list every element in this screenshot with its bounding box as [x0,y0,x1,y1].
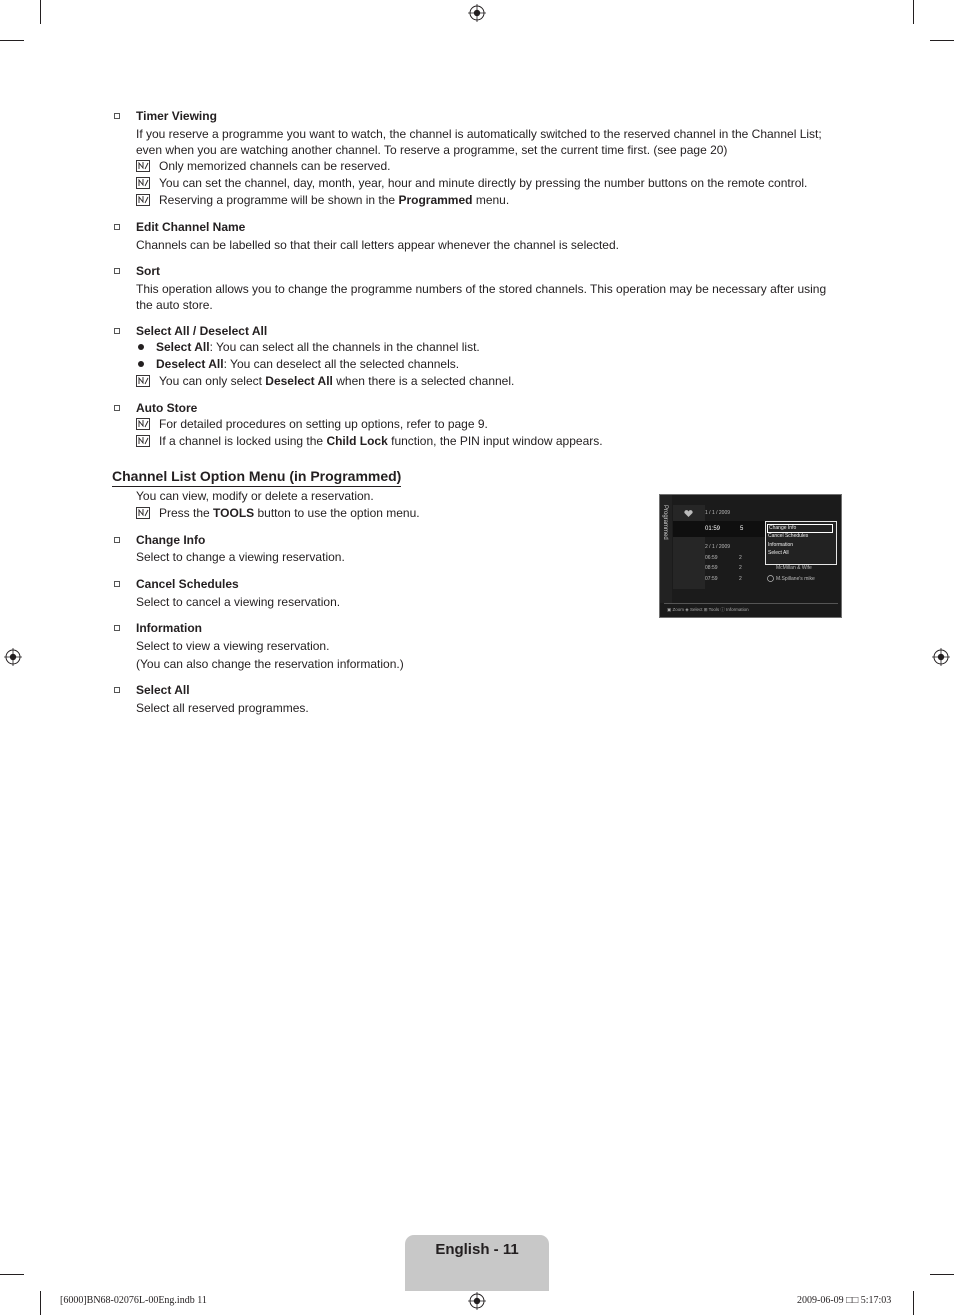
bullet-dot-icon [138,344,144,350]
crop-mark [930,1274,954,1275]
section-bullet-icon [114,687,120,693]
section-title-select-all-deselect-all: Select All / Deselect All [136,324,268,338]
crop-mark [913,0,914,24]
crop-mark [913,1291,914,1315]
tv-menu-item-information: Information [768,542,794,548]
section-title-information: Information [136,621,202,635]
bullet-bold: Select All [156,340,210,354]
note-line [136,374,514,389]
bullet-text: : You can select all the channels in the channel list. [209,340,480,354]
section-bullet-icon [114,625,120,631]
tv-side-label: Programmed [662,505,668,540]
tv-row-channel: 2 [739,576,742,582]
section-title-change-info: Change Info [136,533,206,547]
crop-mark [930,40,954,41]
section-title-cancel-schedules: Cancel Schedules [136,577,239,591]
section-bullet-icon [114,113,120,119]
section-body-sort: This operation allows you to change the programme numbers of the stored channels. This operation may be necessary after using the auto store. [136,282,827,312]
section-body-edit-channel-name: Channels can be labelled so that their call letters appear whenever the channel is selected. [136,238,619,252]
tv-row-title: McMillan & Wife [776,565,812,571]
note-text: function, the PIN input window appears. [387,434,603,448]
note-line [136,506,420,521]
heart-icon [684,510,693,517]
note-line [136,417,488,432]
tv-date-2: 2 / 1 / 2009 [705,544,731,550]
note-text: menu. [472,193,510,207]
clock-icon [767,575,774,582]
section-body-cancel-schedules: Select to cancel a viewing reservation. [136,595,341,609]
section-title-sort: Sort [136,264,160,278]
note-text: For detailed procedures on setting up options, refer to page 9. [159,417,488,431]
tv-menu-item-cancel-schedules: Cancel Schedules [768,533,809,539]
note-icon [136,177,150,189]
note-line [136,193,509,208]
note-icon [136,375,150,387]
note-text: Only memorized channels can be reserved. [159,159,391,173]
note-text: You can set the channel, day, month, year, hour and minute directly by pressing the number buttons on the remote control. [159,176,808,190]
note-bold: Child Lock [326,434,388,448]
section-bullet-icon [114,224,120,230]
registration-mark-icon [468,4,486,22]
bullet-text: : You can deselect all the selected channels. [223,357,460,371]
tv-menu-item-select-all: Select All [768,550,789,556]
section-heading: Channel List Option Menu (in Programmed) [112,467,401,487]
crop-mark [0,40,24,41]
note-bold: TOOLS [213,506,255,520]
section-title-select-all: Select All [136,683,190,697]
note-icon [136,194,150,206]
note-text: You can only select [159,374,266,388]
tv-option-menu [765,521,837,565]
tv-footer-help: ▣ Zoom ◈ Select ⊞ Tools ⓘ Information [667,607,749,612]
note-icon [136,435,150,447]
note-bold: Deselect All [265,374,333,388]
note-text: when there is a selected channel. [332,374,515,388]
section-body-information: Select to view a viewing reservation. [136,639,330,653]
bullet-bold: Deselect All [156,357,224,371]
note-icon [136,507,150,519]
section-body-change-info: Select to change a viewing reservation. [136,550,345,564]
note-icon [136,418,150,430]
crop-mark [40,0,41,24]
tv-footer-divider [664,603,838,604]
registration-mark-icon [4,648,22,666]
section-title-timer-viewing: Timer Viewing [136,109,217,123]
tv-row-time: 08:59 [705,565,718,571]
note-text: button to use the option menu. [254,506,420,520]
section-bullet-icon [114,268,120,274]
tv-row-channel: 2 [739,565,742,571]
section-title-auto-store: Auto Store [136,401,198,415]
bullet-dot-icon [138,361,144,367]
note-icon [136,160,150,172]
print-slug-left: [6000]BN68-02076L-00Eng.indb 11 [60,1295,207,1306]
tv-icon-column [673,505,705,589]
tv-row-title: M.Spillane's mike [776,576,815,582]
tv-row-channel: 2 [739,555,742,561]
crop-mark [0,1274,24,1275]
section-bullet-icon [114,328,120,334]
tv-screen-programmed [659,494,842,618]
registration-mark-icon [932,648,950,666]
section-body-information-2: (You can also change the reservation information.) [136,657,404,671]
tv-selected-time: 01:59 [705,526,721,532]
note-line [136,176,807,191]
section-body-timer-viewing: If you reserve a programme you want to watch, the channel is automatically switched to the reserved channel in the Channel List; even when you are watching another channel. To reserve a programme, set the current time first. (see page 20) [136,127,822,157]
tv-menu-item-change-info: Change Info [767,524,833,533]
intro-text: You can view, modify or delete a reservation. [136,489,374,503]
note-bold: Programmed [398,193,473,207]
section-bullet-icon [114,581,120,587]
tv-selected-channel: 5 [740,526,744,532]
tv-date-1: 1 / 1 / 2009 [705,510,731,516]
section-title-edit-channel-name: Edit Channel Name [136,220,246,234]
note-line [136,159,390,174]
bullet-item [136,357,459,372]
note-text: Reserving a programme will be shown in the [159,193,399,207]
crop-mark [40,1291,41,1315]
bullet-item [136,340,480,355]
tv-row-time: 07:59 [705,576,718,582]
note-text: Press the [159,506,214,520]
registration-mark-icon [468,1292,486,1310]
section-bullet-icon [114,537,120,543]
note-text: If a channel is locked using the [159,434,327,448]
page-number-label: English - 11 [435,1241,519,1258]
print-slug-right: 2009-06-09 □□ 5:17:03 [797,1295,892,1306]
tv-row-time: 06:59 [705,555,718,561]
note-line [136,434,603,449]
section-bullet-icon [114,405,120,411]
section-body-select-all: Select all reserved programmes. [136,701,309,715]
